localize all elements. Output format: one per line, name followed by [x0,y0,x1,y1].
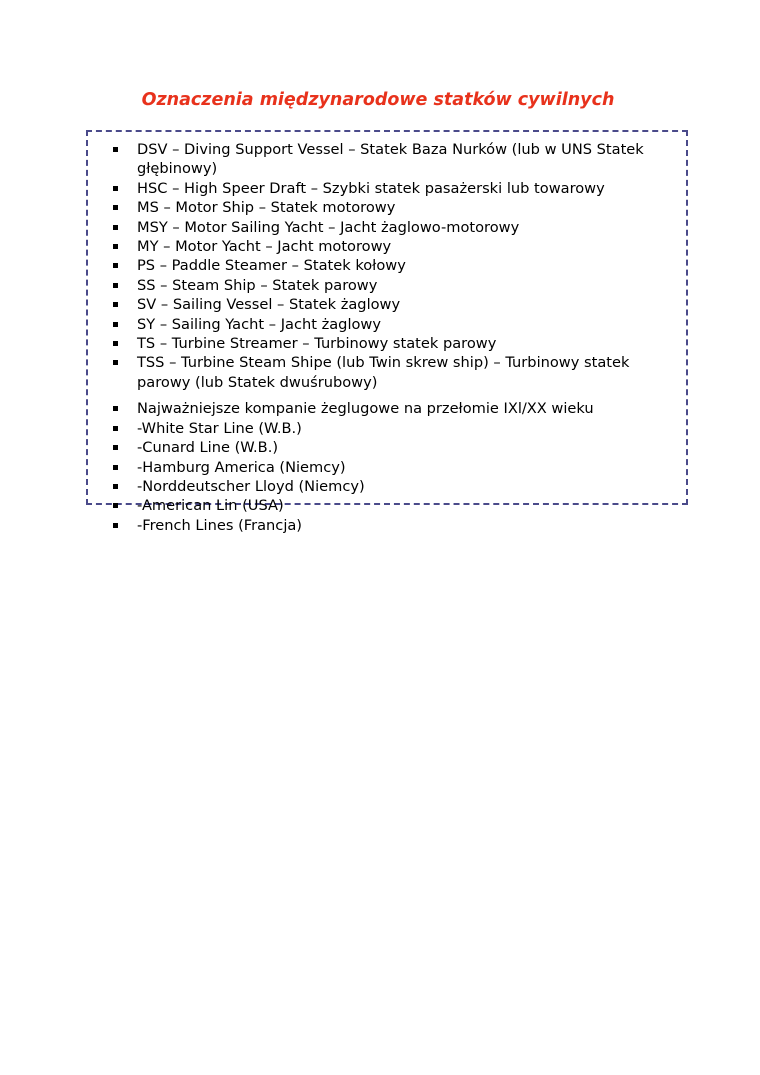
list-item-text: -Cunard Line (W.B.) [137,439,279,457]
square-bullet-icon [113,302,118,307]
list-item-text: -White Star Line (W.B.) [137,419,302,437]
list-item [0,458,760,477]
square-bullet-icon [113,244,118,249]
list-item-text: SV – Sailing Vessel – Statek żaglowy [137,296,401,314]
list-item-text: -Norddeutscher Lloyd (Niemcy) [137,477,365,495]
square-bullet-icon [113,225,118,230]
list-item [0,218,760,237]
square-bullet-icon [113,503,118,508]
square-bullet-icon [113,186,118,191]
square-bullet-icon [113,341,118,346]
list-item-text: HSC – High Speer Draft – Szybki statek pasażerski lub towarowy [137,179,605,197]
list-item [0,419,760,438]
square-bullet-icon [113,445,118,450]
list-item [0,256,760,275]
list-item [0,399,760,418]
list-item [0,295,760,314]
square-bullet-icon [113,484,118,489]
list-item [0,237,760,256]
list-item-text: MSY – Motor Sailing Yacht – Jacht żaglowo-motorowy [137,218,520,236]
list-item-text: PS – Paddle Steamer – Statek kołowy [137,257,406,275]
list-item [0,179,760,198]
square-bullet-icon [113,322,118,327]
list-item [0,315,760,334]
list-item-text: -French Lines (Francja) [137,516,303,534]
list-item-text: SY – Sailing Yacht – Jacht żaglowy [137,315,381,333]
list-item [0,516,760,535]
list-item [0,353,760,392]
square-bullet-icon [113,523,118,528]
list-item [0,496,760,515]
list-item-text: MS – Motor Ship – Statek motorowy [137,199,396,217]
square-bullet-icon [113,426,118,431]
square-bullet-icon [113,406,118,411]
list-item [0,438,760,457]
list-item-text: TSS – Turbine Steam Shipe (lub Twin skrew ship) – Turbinowy statek parowy (lub Statek dwuśrubowy) [137,354,630,391]
list-item-text: DSV – Diving Support Vessel – Statek Baza Nurków (lub w UNS Statek głębinowy) [137,141,644,178]
page-title: Oznaczenia międzynarodowe statków cywilnych [141,90,615,110]
list-item-text: -Hamburg America (Niemcy) [137,458,346,476]
list-item-text: -American Lin (USA) [137,497,284,515]
list-item [0,334,760,353]
list-item [0,477,760,496]
square-bullet-icon [113,147,118,152]
square-bullet-icon [113,360,118,365]
square-bullet-icon [113,205,118,210]
list-item [0,198,760,217]
list-item-text: TS – Turbine Streamer – Turbinowy statek parowy [137,335,497,353]
list-item-text: SS – Steam Ship – Statek parowy [137,276,378,294]
list-item [0,140,760,179]
square-bullet-icon [113,283,118,288]
list-item [0,276,760,295]
list-item-text: MY – Motor Yacht – Jacht motorowy [137,238,392,256]
list-item-text: Najważniejsze kompanie żeglugowe na przełomie IXl/XX wieku [137,400,594,418]
square-bullet-icon [113,263,118,268]
bullet-list [0,140,760,535]
square-bullet-icon [113,465,118,470]
